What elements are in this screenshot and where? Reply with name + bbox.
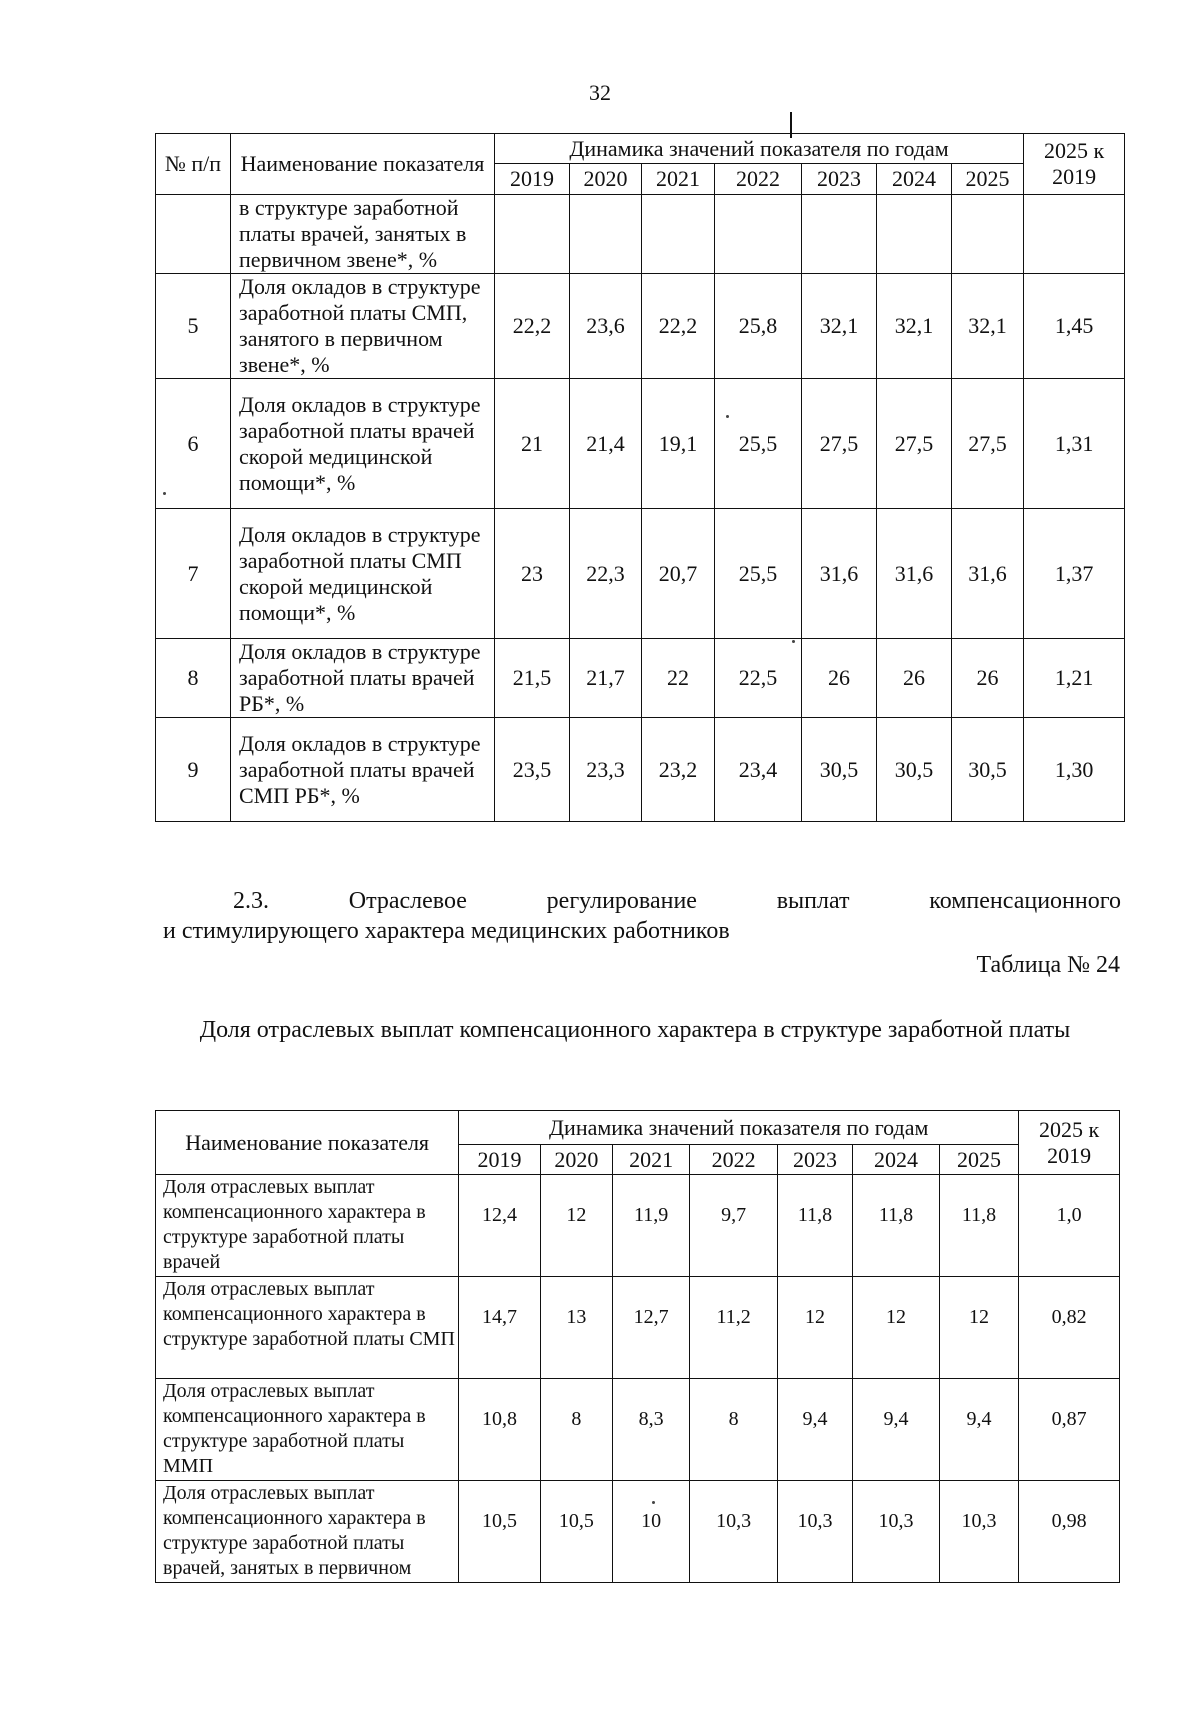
row-number: 6 (156, 379, 231, 509)
value-cell: 32,1 (802, 274, 877, 379)
page-number: 32 (589, 80, 611, 105)
value-cell: 11,8 (777, 1175, 852, 1277)
value-cell: 26 (952, 639, 1024, 718)
ratio-cell: 1,30 (1024, 718, 1125, 822)
indicator-name: Доля отраслевых выплат компенсационного характера в структуре заработной платы ММП (156, 1379, 459, 1481)
value-cell: 27,5 (802, 379, 877, 509)
value-cell: 23,6 (570, 274, 642, 379)
value-cell: 27,5 (877, 379, 952, 509)
column-header-year: 2021 (613, 1145, 690, 1175)
value-cell: 9,4 (777, 1379, 852, 1481)
value-cell: 10,5 (540, 1481, 612, 1583)
value-cell: 14,7 (459, 1277, 540, 1379)
column-header-year: 2023 (802, 164, 877, 195)
value-cell: 11,9 (613, 1175, 690, 1277)
value-cell: 27,5 (952, 379, 1024, 509)
value-cell: 12 (540, 1175, 612, 1277)
table-row (156, 509, 1125, 639)
value-cell: 31,6 (877, 509, 952, 639)
section-title-word: Отраслевое (348, 888, 467, 914)
column-header-year: 2023 (777, 1145, 852, 1175)
indicator-table-salary-structure (155, 133, 1125, 822)
table-row (156, 1277, 1120, 1379)
indicator-name: Доля отраслевых выплат компенсационного характера в структуре заработной платы врачей, занятых в первичном (156, 1481, 459, 1583)
ratio-cell: 1,0 (1019, 1175, 1120, 1277)
table-title: Доля отраслевых выплат компенсационного характера в структуре заработной платы (199, 1017, 1071, 1043)
value-cell: 10,5 (459, 1481, 540, 1583)
indicator-name: Доля отраслевых выплат компенсационного характера в структуре заработной платы врачей (156, 1175, 459, 1277)
indicator-name: Доля окладов в структуре заработной платы врачей скорой медицинской помощи*, % (231, 379, 495, 509)
column-header-year: 2022 (715, 164, 802, 195)
ratio-cell: 0,87 (1019, 1379, 1120, 1481)
indicator-name: Доля окладов в структуре заработной платы врачей СМП РБ*, % (231, 718, 495, 822)
value-cell: 21,7 (570, 639, 642, 718)
value-cell: 11,2 (690, 1277, 778, 1379)
value-cell: 10 (613, 1481, 690, 1583)
value-cell (715, 195, 802, 274)
indicator-name: в структуре заработной платы врачей, занятых в первичном звене*, % (231, 195, 495, 274)
value-cell: 30,5 (802, 718, 877, 822)
value-cell: 22,2 (642, 274, 715, 379)
column-header-number: № п/п (156, 134, 231, 195)
value-cell: 12,4 (459, 1175, 540, 1277)
table-row (156, 1175, 1120, 1277)
value-cell (642, 195, 715, 274)
value-cell: 10,3 (777, 1481, 852, 1583)
value-cell: 10,3 (853, 1481, 940, 1583)
table-row (156, 718, 1125, 822)
value-cell: 21 (495, 379, 570, 509)
value-cell (495, 195, 570, 274)
table-row (156, 1379, 1120, 1481)
section-number: 2.3. (233, 888, 269, 914)
column-header-year: 2025 (939, 1145, 1018, 1175)
row-number: 5 (156, 274, 231, 379)
value-cell: 23,3 (570, 718, 642, 822)
value-cell: 23,5 (495, 718, 570, 822)
column-header-ratio: 2025 к 2019 (1024, 134, 1125, 195)
column-header-year: 2024 (853, 1145, 940, 1175)
value-cell: 31,6 (952, 509, 1024, 639)
ratio-cell: 1,37 (1024, 509, 1125, 639)
value-cell (877, 195, 952, 274)
value-cell: 22,5 (715, 639, 802, 718)
table-row (156, 195, 1125, 274)
column-header-year: 2020 (540, 1145, 612, 1175)
column-header-dynamics: Динамика значений показателя по годам (459, 1111, 1019, 1145)
value-cell (570, 195, 642, 274)
table-row (156, 274, 1125, 379)
column-header-year: 2022 (690, 1145, 778, 1175)
ratio-cell: 1,45 (1024, 274, 1125, 379)
section-title-word: выплат (776, 888, 850, 914)
section-title-word: регулирование (546, 888, 697, 914)
ratio-cell (1024, 195, 1125, 274)
row-number: 8 (156, 639, 231, 718)
value-cell: 11,8 (939, 1175, 1018, 1277)
value-cell: 23,2 (642, 718, 715, 822)
value-cell: 22,3 (570, 509, 642, 639)
value-cell (802, 195, 877, 274)
value-cell: 12 (939, 1277, 1018, 1379)
column-header-year: 2019 (495, 164, 570, 195)
section-title-word: компенсационного (929, 888, 1121, 914)
value-cell (952, 195, 1024, 274)
section-heading (163, 886, 1121, 946)
section-title-line-2: и стимулирующего характера медицинских работников (163, 918, 730, 944)
value-cell: 26 (802, 639, 877, 718)
value-cell: 21,4 (570, 379, 642, 509)
value-cell: 9,4 (853, 1379, 940, 1481)
column-header-year: 2020 (570, 164, 642, 195)
table-row (156, 1481, 1120, 1583)
value-cell: 8 (690, 1379, 778, 1481)
ratio-cell: 1,31 (1024, 379, 1125, 509)
value-cell: 12 (777, 1277, 852, 1379)
value-cell: 8,3 (613, 1379, 690, 1481)
value-cell: 20,7 (642, 509, 715, 639)
row-number (156, 195, 231, 274)
ratio-cell: 0,98 (1019, 1481, 1120, 1583)
value-cell: 30,5 (877, 718, 952, 822)
column-header-indicator-name: Наименование показателя (156, 1111, 459, 1175)
value-cell: 10,8 (459, 1379, 540, 1481)
column-header-year: 2025 (952, 164, 1024, 195)
column-header-year: 2021 (642, 164, 715, 195)
value-cell: 8 (540, 1379, 612, 1481)
row-number: 7 (156, 509, 231, 639)
indicator-table-compensation-payments (155, 1110, 1120, 1583)
ratio-cell: 1,21 (1024, 639, 1125, 718)
value-cell: 12,7 (613, 1277, 690, 1379)
column-header-year: 2019 (459, 1145, 540, 1175)
value-cell: 25,5 (715, 379, 802, 509)
value-cell: 23 (495, 509, 570, 639)
value-cell: 25,5 (715, 509, 802, 639)
row-number: 9 (156, 718, 231, 822)
column-header-dynamics: Динамика значений показателя по годам (495, 134, 1024, 164)
value-cell: 10,3 (690, 1481, 778, 1583)
value-cell: 26 (877, 639, 952, 718)
table-caption: Таблица № 24 (976, 952, 1120, 978)
indicator-name: Доля отраслевых выплат компенсационного характера в структуре заработной платы СМП (156, 1277, 459, 1379)
column-header-ratio: 2025 к 2019 (1019, 1111, 1120, 1175)
table-row (156, 639, 1125, 718)
value-cell: 10,3 (939, 1481, 1018, 1583)
column-header-year: 2024 (877, 164, 952, 195)
value-cell: 31,6 (802, 509, 877, 639)
value-cell: 12 (853, 1277, 940, 1379)
value-cell: 21,5 (495, 639, 570, 718)
value-cell: 22,2 (495, 274, 570, 379)
value-cell: 30,5 (952, 718, 1024, 822)
value-cell: 32,1 (877, 274, 952, 379)
column-header-indicator-name: Наименование показателя (231, 134, 495, 195)
indicator-name: Доля окладов в структуре заработной платы СМП, занятого в первичном звене*, % (231, 274, 495, 379)
value-cell: 25,8 (715, 274, 802, 379)
value-cell: 9,4 (939, 1379, 1018, 1481)
indicator-name: Доля окладов в структуре заработной платы СМП скорой медицинской помощи*, % (231, 509, 495, 639)
value-cell: 22 (642, 639, 715, 718)
table-row (156, 379, 1125, 509)
value-cell: 23,4 (715, 718, 802, 822)
ratio-cell: 0,82 (1019, 1277, 1120, 1379)
value-cell: 11,8 (853, 1175, 940, 1277)
value-cell: 32,1 (952, 274, 1024, 379)
value-cell: 9,7 (690, 1175, 778, 1277)
value-cell: 13 (540, 1277, 612, 1379)
value-cell: 19,1 (642, 379, 715, 509)
indicator-name: Доля окладов в структуре заработной платы врачей РБ*, % (231, 639, 495, 718)
